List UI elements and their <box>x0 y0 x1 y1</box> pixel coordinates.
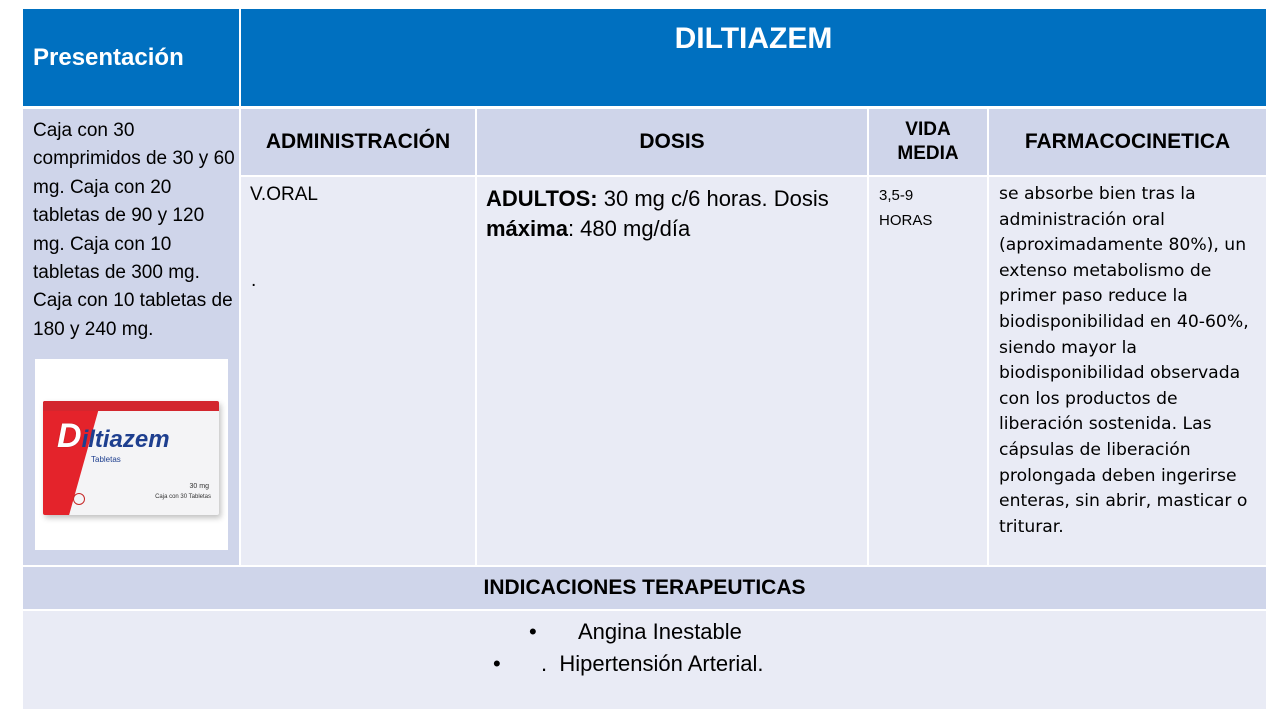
dosis-label-adultos: ADULTOS: <box>486 186 598 211</box>
presentacion-header <box>23 9 239 106</box>
box-red-band <box>43 401 219 411</box>
column-header-administracion <box>241 109 475 175</box>
presentacion-text: Caja con 30 comprimidos de 30 y 60 mg. Caja con 20 tabletas de 90 y 120 mg. Caja con 10 tabletas de 300 mg. Caja con 10 tabletas de 180 y 240 mg. <box>33 120 235 340</box>
administracion-dot: . <box>251 270 257 291</box>
column-header-dosis <box>477 109 867 175</box>
indicaciones-item-2-text: . Hipertensión Arterial. <box>541 651 764 676</box>
bullet-icon: • <box>493 651 501 676</box>
dosis-label-maxima: máxima <box>486 216 568 241</box>
box-logo-icon <box>73 493 85 505</box>
medicine-box <box>43 401 219 515</box>
administracion-cell <box>241 177 475 565</box>
vida-media-unit: HORAS <box>879 212 933 229</box>
farmacocinetica-cell <box>989 177 1266 565</box>
vida-media-range: 3,5-9 <box>879 187 914 204</box>
indicaciones-item-1 <box>23 619 1266 647</box>
vida-media-value <box>879 183 932 233</box>
box-brand-initial: D <box>57 417 82 455</box>
title-header <box>241 9 1266 106</box>
indicaciones-header <box>23 567 1266 609</box>
box-brand <box>57 417 170 455</box>
indicaciones-title: INDICACIONES TERAPEUTICAS <box>483 576 806 599</box>
indicaciones-item-2 <box>23 651 1266 679</box>
farmacocinetica-text: se absorbe bien tras la administración oral (aproximadamente 80%), un extenso metabolismo de primer paso reduce la biodisponibilidad en 40-60%, siendo mayor la biodisponibilidad observada con los productos de liberación sostenida. Las cápsulas de liberación prolongada deben ingerirse enteras, sin abrir, masticar o triturar. <box>999 184 1249 537</box>
column-header-vida-media <box>869 109 987 175</box>
dosis-value-adultos: 30 mg c/6 horas. Dosis <box>597 186 829 211</box>
column-label-administracion: ADMINISTRACIÓN <box>265 130 451 153</box>
presentacion-header-label: Presentación <box>33 43 184 71</box>
page-title: DILTIAZEM <box>674 22 833 55</box>
box-count: Caja con 30 Tabletas <box>155 494 211 500</box>
indicaciones-item-1-text: Angina Inestable <box>578 619 742 644</box>
column-label-vida: VIDA <box>905 119 951 140</box>
dosis-value-maxima: : 480 mg/día <box>567 216 691 241</box>
presentacion-cell <box>23 109 239 565</box>
box-dose: 30 mg <box>189 483 209 490</box>
column-label-dosis: DOSIS <box>639 130 705 153</box>
vida-media-cell <box>869 177 987 565</box>
product-image <box>35 359 228 550</box>
bullet-icon: • <box>529 619 537 644</box>
dosis-text <box>486 184 858 244</box>
administracion-value: V.ORAL <box>250 184 318 205</box>
box-form: Tabletas <box>91 455 121 464</box>
indicaciones-body <box>23 611 1266 709</box>
column-header-farmacocinetica <box>989 109 1266 175</box>
dosis-cell <box>477 177 867 565</box>
column-label-farmacocinetica: FARMACOCINETICA <box>1024 130 1231 153</box>
box-brand-name: iltiazem <box>81 426 170 453</box>
column-label-media: MEDIA <box>897 143 959 164</box>
